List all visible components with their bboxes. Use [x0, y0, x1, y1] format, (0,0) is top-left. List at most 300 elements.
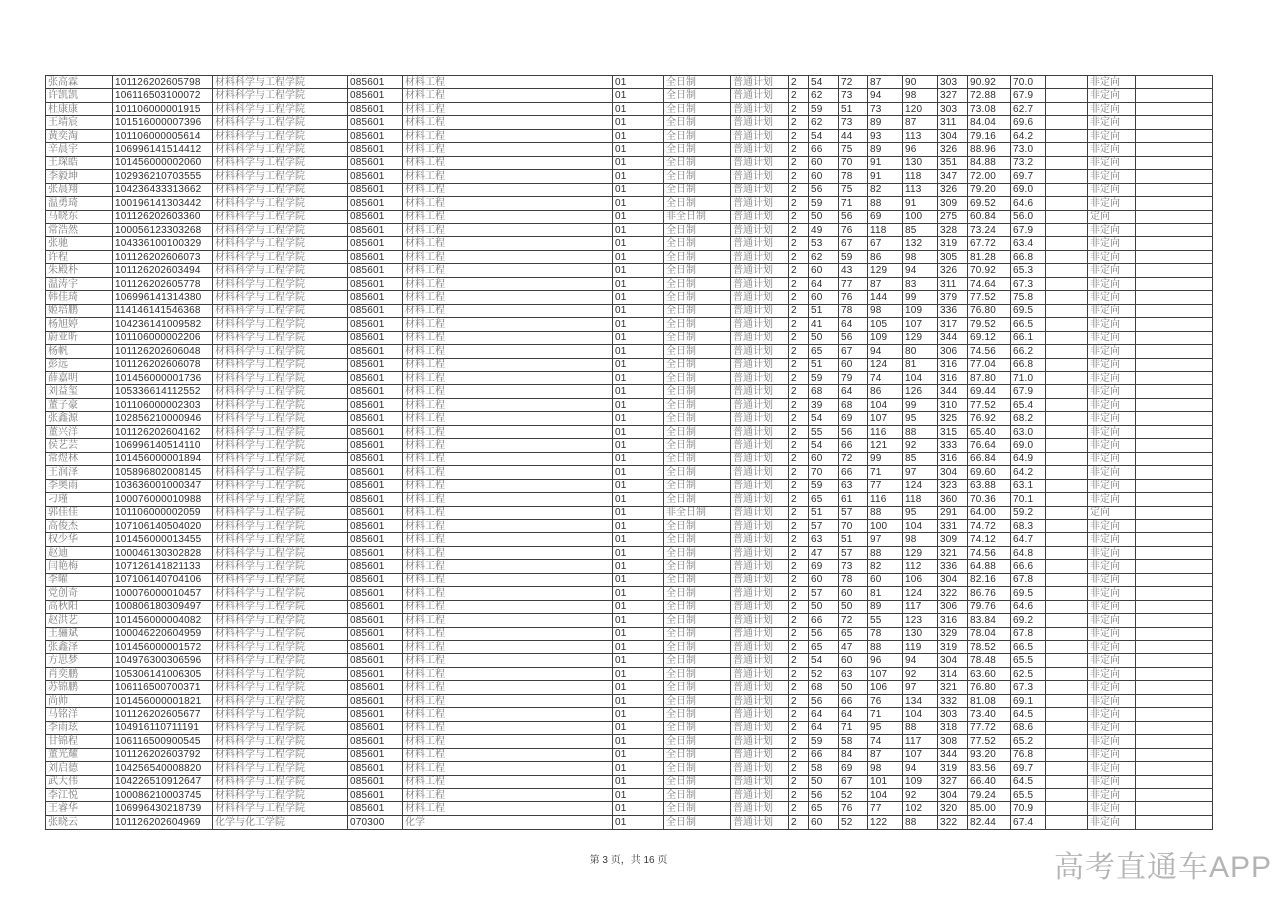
cell-group_num: 2 [789, 304, 809, 317]
cell-major_code: 085601 [348, 560, 403, 573]
cell-score_1: 58 [809, 762, 839, 775]
cell-exam_id: 101456000013455 [113, 533, 213, 546]
cell-blank_a [1046, 789, 1088, 802]
table-row [46, 506, 1213, 519]
cell-name: 马晓东 [46, 210, 113, 223]
cell-study_mode: 全日制 [664, 250, 731, 263]
cell-final_score: 65.5 [1011, 654, 1046, 667]
cell-exam_id: 101106000002206 [113, 331, 213, 344]
cell-exam_id: 105336614112552 [113, 385, 213, 398]
cell-orientation: 非定向 [1088, 291, 1136, 304]
cell-blank_b [1136, 546, 1213, 559]
cell-name: 杨旭婷 [46, 318, 113, 331]
cell-group_num: 2 [789, 587, 809, 600]
cell-score_2: 84 [839, 748, 868, 761]
table-row [46, 762, 1213, 775]
cell-major: 材料工程 [403, 385, 613, 398]
cell-name: 常煜林 [46, 452, 113, 465]
cell-blank_a [1046, 237, 1088, 250]
cell-major_code: 085601 [348, 775, 403, 788]
cell-name: 张鑫源 [46, 412, 113, 425]
cell-exam_id: 106996141514412 [113, 143, 213, 156]
cell-retest_score: 77.52 [968, 398, 1011, 411]
cell-orientation: 非定向 [1088, 197, 1136, 210]
table-row [46, 304, 1213, 317]
cell-study_mode: 全日制 [664, 371, 731, 384]
cell-score_1: 64 [809, 277, 839, 290]
cell-blank_b [1136, 371, 1213, 384]
cell-group_num: 2 [789, 250, 809, 263]
cell-score_2: 67 [839, 775, 868, 788]
cell-score_4: 96 [903, 143, 938, 156]
cell-total_score: 332 [938, 694, 968, 707]
cell-college: 材料科学与工程学院 [213, 681, 348, 694]
cell-blank_b [1136, 318, 1213, 331]
cell-orientation: 非定向 [1088, 667, 1136, 680]
cell-study_mode: 全日制 [664, 667, 731, 680]
cell-orientation: 非定向 [1088, 371, 1136, 384]
cell-study_mode: 全日制 [664, 385, 731, 398]
cell-blank_b [1136, 641, 1213, 654]
cell-total_score: 275 [938, 210, 968, 223]
page-number-text: 第 3 页，共 16 页 [589, 855, 668, 866]
cell-major: 材料工程 [403, 466, 613, 479]
cell-group_num: 2 [789, 385, 809, 398]
cell-blank_b [1136, 385, 1213, 398]
cell-blank_b [1136, 614, 1213, 627]
cell-major: 材料工程 [403, 546, 613, 559]
cell-score_2: 76 [839, 802, 868, 815]
cell-study_mode: 全日制 [664, 89, 731, 102]
table-row [46, 291, 1213, 304]
cell-blank_b [1136, 519, 1213, 532]
cell-major: 材料工程 [403, 627, 613, 640]
cell-exam_id: 104336100100329 [113, 237, 213, 250]
cell-blank_a [1046, 533, 1088, 546]
cell-score_2: 66 [839, 439, 868, 452]
cell-college: 材料科学与工程学院 [213, 654, 348, 667]
cell-college: 材料科学与工程学院 [213, 143, 348, 156]
cell-score_2: 79 [839, 371, 868, 384]
cell-group_num: 2 [789, 667, 809, 680]
cell-name: 张驰 [46, 237, 113, 250]
cell-blank_a [1046, 762, 1088, 775]
cell-blank_a [1046, 667, 1088, 680]
cell-score_1: 65 [809, 802, 839, 815]
cell-orientation: 非定向 [1088, 439, 1136, 452]
cell-plan_type: 普通计划 [731, 331, 789, 344]
cell-major_code: 085601 [348, 694, 403, 707]
table-row [46, 277, 1213, 290]
cell-total_score: 322 [938, 587, 968, 600]
cell-blank_a [1046, 129, 1088, 142]
cell-blank_b [1136, 627, 1213, 640]
cell-orientation: 非定向 [1088, 762, 1136, 775]
cell-blank_b [1136, 708, 1213, 721]
cell-major_code: 085601 [348, 681, 403, 694]
cell-score_1: 63 [809, 533, 839, 546]
cell-exam_id: 104236433313662 [113, 183, 213, 196]
table-row [46, 197, 1213, 210]
cell-study_mode: 全日制 [664, 815, 731, 829]
table-row [46, 264, 1213, 277]
cell-plan_type: 普通计划 [731, 102, 789, 115]
cell-major_code: 085601 [348, 345, 403, 358]
cell-plan_type: 普通计划 [731, 802, 789, 815]
cell-plan_type: 普通计划 [731, 143, 789, 156]
cell-orientation: 非定向 [1088, 452, 1136, 465]
cell-blank_a [1046, 250, 1088, 263]
cell-name: 王睿华 [46, 802, 113, 815]
cell-score_1: 53 [809, 237, 839, 250]
cell-final_score: 66.8 [1011, 358, 1046, 371]
cell-major: 材料工程 [403, 667, 613, 680]
cell-score_1: 56 [809, 627, 839, 640]
cell-major: 材料工程 [403, 654, 613, 667]
cell-major: 材料工程 [403, 237, 613, 250]
cell-final_score: 69.5 [1011, 304, 1046, 317]
cell-direction_code: 01 [613, 573, 664, 586]
cell-group_num: 2 [789, 277, 809, 290]
cell-final_score: 65.2 [1011, 735, 1046, 748]
cell-final_score: 64.5 [1011, 708, 1046, 721]
cell-direction_code: 01 [613, 466, 664, 479]
cell-study_mode: 全日制 [664, 425, 731, 438]
cell-orientation: 非定向 [1088, 102, 1136, 115]
cell-major: 材料工程 [403, 506, 613, 519]
cell-exam_id: 106116500700371 [113, 681, 213, 694]
cell-score_4: 104 [903, 519, 938, 532]
cell-orientation: 非定向 [1088, 385, 1136, 398]
cell-exam_id: 101456000001736 [113, 371, 213, 384]
cell-college: 材料科学与工程学院 [213, 116, 348, 129]
cell-score_1: 60 [809, 815, 839, 829]
cell-blank_a [1046, 815, 1088, 829]
cell-score_3: 95 [868, 721, 903, 734]
table-row [46, 237, 1213, 250]
cell-plan_type: 普通计划 [731, 89, 789, 102]
cell-orientation: 非定向 [1088, 331, 1136, 344]
cell-total_score: 311 [938, 116, 968, 129]
cell-blank_b [1136, 237, 1213, 250]
table-row [46, 789, 1213, 802]
cell-direction_code: 01 [613, 735, 664, 748]
cell-score_1: 54 [809, 654, 839, 667]
cell-orientation: 非定向 [1088, 815, 1136, 829]
cell-score_3: 87 [868, 748, 903, 761]
cell-direction_code: 01 [613, 546, 664, 559]
cell-score_4: 130 [903, 156, 938, 169]
cell-score_4: 88 [903, 425, 938, 438]
cell-major: 材料工程 [403, 587, 613, 600]
cell-blank_a [1046, 735, 1088, 748]
cell-blank_a [1046, 76, 1088, 89]
cell-score_1: 50 [809, 331, 839, 344]
cell-total_score: 319 [938, 641, 968, 654]
cell-score_4: 129 [903, 546, 938, 559]
cell-blank_a [1046, 398, 1088, 411]
cell-major: 材料工程 [403, 318, 613, 331]
cell-plan_type: 普通计划 [731, 170, 789, 183]
cell-total_score: 347 [938, 170, 968, 183]
cell-group_num: 2 [789, 762, 809, 775]
cell-plan_type: 普通计划 [731, 318, 789, 331]
cell-score_4: 113 [903, 129, 938, 142]
cell-final_score: 63.0 [1011, 425, 1046, 438]
cell-final_score: 71.0 [1011, 371, 1046, 384]
cell-score_1: 59 [809, 102, 839, 115]
table-row [46, 708, 1213, 721]
cell-direction_code: 01 [613, 76, 664, 89]
cell-final_score: 69.5 [1011, 587, 1046, 600]
cell-score_4: 94 [903, 762, 938, 775]
cell-college: 材料科学与工程学院 [213, 210, 348, 223]
cell-direction_code: 01 [613, 210, 664, 223]
cell-group_num: 2 [789, 439, 809, 452]
cell-plan_type: 普通计划 [731, 183, 789, 196]
cell-direction_code: 01 [613, 479, 664, 492]
cell-direction_code: 01 [613, 331, 664, 344]
cell-blank_b [1136, 116, 1213, 129]
table-row [46, 250, 1213, 263]
cell-study_mode: 全日制 [664, 587, 731, 600]
cell-retest_score: 77.52 [968, 735, 1011, 748]
cell-major_code: 085601 [348, 667, 403, 680]
cell-direction_code: 01 [613, 237, 664, 250]
cell-name: 温涛宇 [46, 277, 113, 290]
cell-major_code: 085601 [348, 587, 403, 600]
cell-orientation: 非定向 [1088, 493, 1136, 506]
cell-exam_id: 114146141546368 [113, 304, 213, 317]
cell-name: 赵洪艺 [46, 614, 113, 627]
cell-blank_a [1046, 452, 1088, 465]
cell-plan_type: 普通计划 [731, 681, 789, 694]
table-row [46, 102, 1213, 115]
cell-blank_a [1046, 264, 1088, 277]
cell-major: 材料工程 [403, 371, 613, 384]
table-row [46, 573, 1213, 586]
cell-college: 材料科学与工程学院 [213, 439, 348, 452]
cell-retest_score: 78.52 [968, 641, 1011, 654]
cell-name: 黄奕淘 [46, 129, 113, 142]
cell-major_code: 085601 [348, 802, 403, 815]
cell-direction_code: 01 [613, 116, 664, 129]
cell-direction_code: 01 [613, 519, 664, 532]
cell-score_1: 66 [809, 614, 839, 627]
table-row [46, 775, 1213, 788]
cell-study_mode: 全日制 [664, 197, 731, 210]
cell-score_2: 60 [839, 587, 868, 600]
cell-score_2: 60 [839, 654, 868, 667]
cell-orientation: 非定向 [1088, 735, 1136, 748]
cell-study_mode: 全日制 [664, 358, 731, 371]
cell-orientation: 非定向 [1088, 116, 1136, 129]
cell-retest_score: 84.88 [968, 156, 1011, 169]
cell-major_code: 085601 [348, 385, 403, 398]
cell-name: 董兴洋 [46, 425, 113, 438]
cell-blank_b [1136, 721, 1213, 734]
cell-retest_score: 82.44 [968, 815, 1011, 829]
cell-plan_type: 普通计划 [731, 748, 789, 761]
cell-group_num: 2 [789, 789, 809, 802]
cell-score_4: 87 [903, 116, 938, 129]
cell-score_4: 97 [903, 466, 938, 479]
cell-score_4: 109 [903, 775, 938, 788]
cell-score_3: 88 [868, 197, 903, 210]
cell-orientation: 非定向 [1088, 345, 1136, 358]
cell-blank_b [1136, 466, 1213, 479]
cell-name: 蔚亚昕 [46, 331, 113, 344]
cell-name: 刁瑾 [46, 493, 113, 506]
cell-score_2: 50 [839, 681, 868, 694]
cell-score_1: 50 [809, 210, 839, 223]
cell-orientation: 非定向 [1088, 694, 1136, 707]
cell-blank_a [1046, 277, 1088, 290]
cell-major: 材料工程 [403, 493, 613, 506]
cell-score_1: 66 [809, 748, 839, 761]
cell-score_4: 88 [903, 815, 938, 829]
cell-major_code: 085601 [348, 331, 403, 344]
cell-blank_a [1046, 654, 1088, 667]
cell-blank_a [1046, 694, 1088, 707]
cell-score_3: 118 [868, 223, 903, 236]
cell-major_code: 085601 [348, 762, 403, 775]
cell-score_3: 73 [868, 102, 903, 115]
table-row [46, 748, 1213, 761]
cell-plan_type: 普通计划 [731, 762, 789, 775]
cell-score_3: 107 [868, 667, 903, 680]
cell-score_1: 66 [809, 143, 839, 156]
cell-exam_id: 104256540008820 [113, 762, 213, 775]
cell-score_3: 116 [868, 493, 903, 506]
cell-plan_type: 普通计划 [731, 493, 789, 506]
cell-major_code: 085601 [348, 237, 403, 250]
cell-blank_a [1046, 641, 1088, 654]
cell-blank_b [1136, 183, 1213, 196]
cell-group_num: 2 [789, 264, 809, 277]
cell-group_num: 2 [789, 102, 809, 115]
cell-retest_score: 70.36 [968, 493, 1011, 506]
cell-exam_id: 104226510912647 [113, 775, 213, 788]
cell-retest_score: 85.00 [968, 802, 1011, 815]
cell-final_score: 64.6 [1011, 197, 1046, 210]
cell-major: 材料工程 [403, 197, 613, 210]
cell-total_score: 309 [938, 533, 968, 546]
cell-final_score: 64.8 [1011, 546, 1046, 559]
cell-major: 材料工程 [403, 519, 613, 532]
cell-group_num: 2 [789, 318, 809, 331]
cell-exam_id: 101106000002059 [113, 506, 213, 519]
cell-orientation: 非定向 [1088, 775, 1136, 788]
cell-major_code: 085601 [348, 452, 403, 465]
cell-name: 王润泽 [46, 466, 113, 479]
cell-group_num: 2 [789, 546, 809, 559]
cell-final_score: 67.8 [1011, 627, 1046, 640]
cell-study_mode: 全日制 [664, 802, 731, 815]
cell-name: 高俊杰 [46, 519, 113, 532]
cell-exam_id: 101456000001894 [113, 452, 213, 465]
cell-group_num: 2 [789, 156, 809, 169]
cell-major_code: 085601 [348, 358, 403, 371]
cell-college: 材料科学与工程学院 [213, 358, 348, 371]
cell-blank_b [1136, 277, 1213, 290]
cell-retest_score: 69.44 [968, 385, 1011, 398]
cell-plan_type: 普通计划 [731, 76, 789, 89]
cell-group_num: 2 [789, 506, 809, 519]
cell-college: 材料科学与工程学院 [213, 237, 348, 250]
cell-major: 材料工程 [403, 331, 613, 344]
cell-exam_id: 100056123303268 [113, 223, 213, 236]
cell-plan_type: 普通计划 [731, 237, 789, 250]
cell-score_3: 71 [868, 466, 903, 479]
table-row [46, 681, 1213, 694]
cell-direction_code: 01 [613, 89, 664, 102]
cell-major: 材料工程 [403, 600, 613, 613]
cell-score_1: 65 [809, 493, 839, 506]
cell-major: 材料工程 [403, 735, 613, 748]
cell-score_3: 96 [868, 654, 903, 667]
cell-exam_id: 100046130302828 [113, 546, 213, 559]
cell-blank_b [1136, 89, 1213, 102]
cell-score_2: 76 [839, 291, 868, 304]
cell-group_num: 2 [789, 116, 809, 129]
cell-orientation: 非定向 [1088, 237, 1136, 250]
cell-blank_a [1046, 681, 1088, 694]
cell-score_2: 65 [839, 627, 868, 640]
cell-score_2: 78 [839, 304, 868, 317]
cell-major_code: 085601 [348, 641, 403, 654]
cell-orientation: 非定向 [1088, 533, 1136, 546]
table-row [46, 560, 1213, 573]
cell-name: 杜康康 [46, 102, 113, 115]
cell-score_1: 60 [809, 573, 839, 586]
cell-major_code: 085601 [348, 466, 403, 479]
cell-retest_score: 64.00 [968, 506, 1011, 519]
cell-retest_score: 73.08 [968, 102, 1011, 115]
cell-orientation: 非定向 [1088, 264, 1136, 277]
cell-study_mode: 全日制 [664, 304, 731, 317]
results-table-body [46, 76, 1213, 830]
cell-plan_type: 普通计划 [731, 546, 789, 559]
cell-total_score: 327 [938, 775, 968, 788]
table-row [46, 358, 1213, 371]
cell-plan_type: 普通计划 [731, 627, 789, 640]
cell-blank_b [1136, 681, 1213, 694]
table-row [46, 89, 1213, 102]
cell-blank_a [1046, 479, 1088, 492]
cell-group_num: 2 [789, 681, 809, 694]
cell-blank_a [1046, 519, 1088, 532]
cell-direction_code: 01 [613, 371, 664, 384]
cell-college: 材料科学与工程学院 [213, 291, 348, 304]
cell-score_4: 106 [903, 573, 938, 586]
cell-name: 张高霖 [46, 76, 113, 89]
cell-major: 材料工程 [403, 641, 613, 654]
cell-blank_b [1136, 210, 1213, 223]
cell-total_score: 303 [938, 76, 968, 89]
cell-score_4: 85 [903, 452, 938, 465]
cell-study_mode: 全日制 [664, 694, 731, 707]
cell-orientation: 非定向 [1088, 654, 1136, 667]
cell-major: 材料工程 [403, 358, 613, 371]
cell-college: 材料科学与工程学院 [213, 762, 348, 775]
cell-final_score: 64.5 [1011, 775, 1046, 788]
cell-score_4: 126 [903, 385, 938, 398]
cell-study_mode: 非全日制 [664, 210, 731, 223]
cell-plan_type: 普通计划 [731, 398, 789, 411]
cell-total_score: 319 [938, 762, 968, 775]
cell-name: 韩佳琦 [46, 291, 113, 304]
